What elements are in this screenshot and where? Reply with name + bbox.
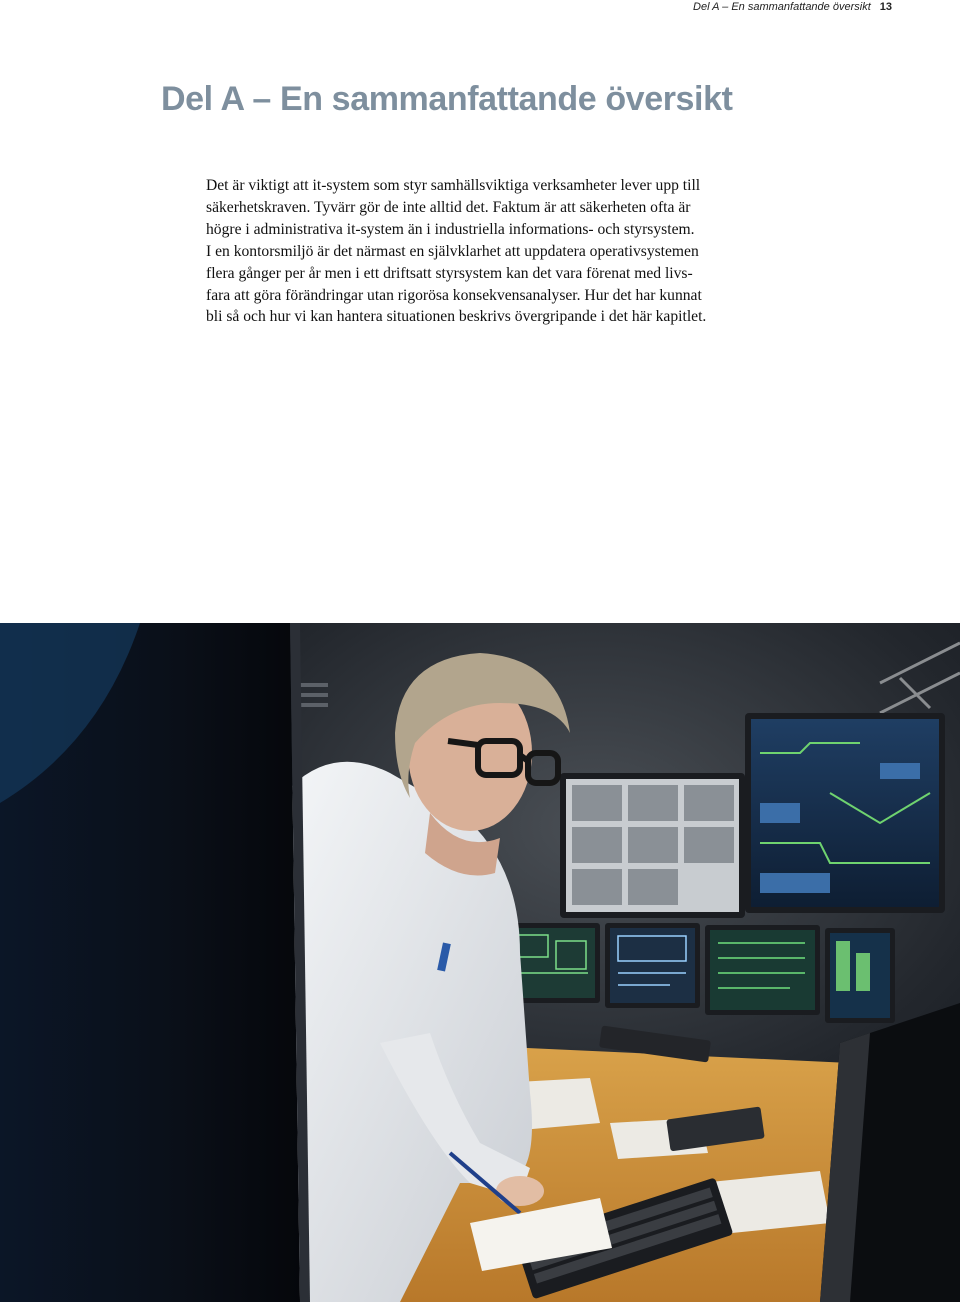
intro-line: säkerhetskraven. Tyvärr gör de inte alltid det. Faktum är att säkerheten ofta är: [206, 198, 691, 216]
intro-line: högre i administrativa it-system än i industriella informations- och styrsystem.: [206, 220, 695, 238]
intro-line: Det är viktigt att it-system som styr samhällsviktiga verksamheter lever upp till: [206, 177, 701, 194]
running-header: [693, 0, 892, 14]
intro-line: fara att göra förändringar utan rigorösa konsekvensanalyser. Hur det har kunnat: [206, 286, 702, 304]
intro-line: bli så och hur vi kan hantera situationen beskrivs övergripande i det här kapitlet.: [206, 308, 707, 326]
control-room-photo: [0, 623, 960, 1302]
intro-line: flera gånger per år men i ett driftsatt styrsystem kan det vara förenat med livs-: [206, 264, 693, 282]
intro-paragraph: [206, 175, 806, 328]
running-header-section: Del A – En sammanfattande översikt: [693, 1, 871, 13]
chapter-title: Del A – En sammanfattande översikt: [161, 80, 733, 118]
intro-line: I en kontorsmiljö är det närmast en självklarhet att uppdatera operativsystemen: [206, 242, 699, 260]
page-number: 13: [879, 1, 892, 13]
